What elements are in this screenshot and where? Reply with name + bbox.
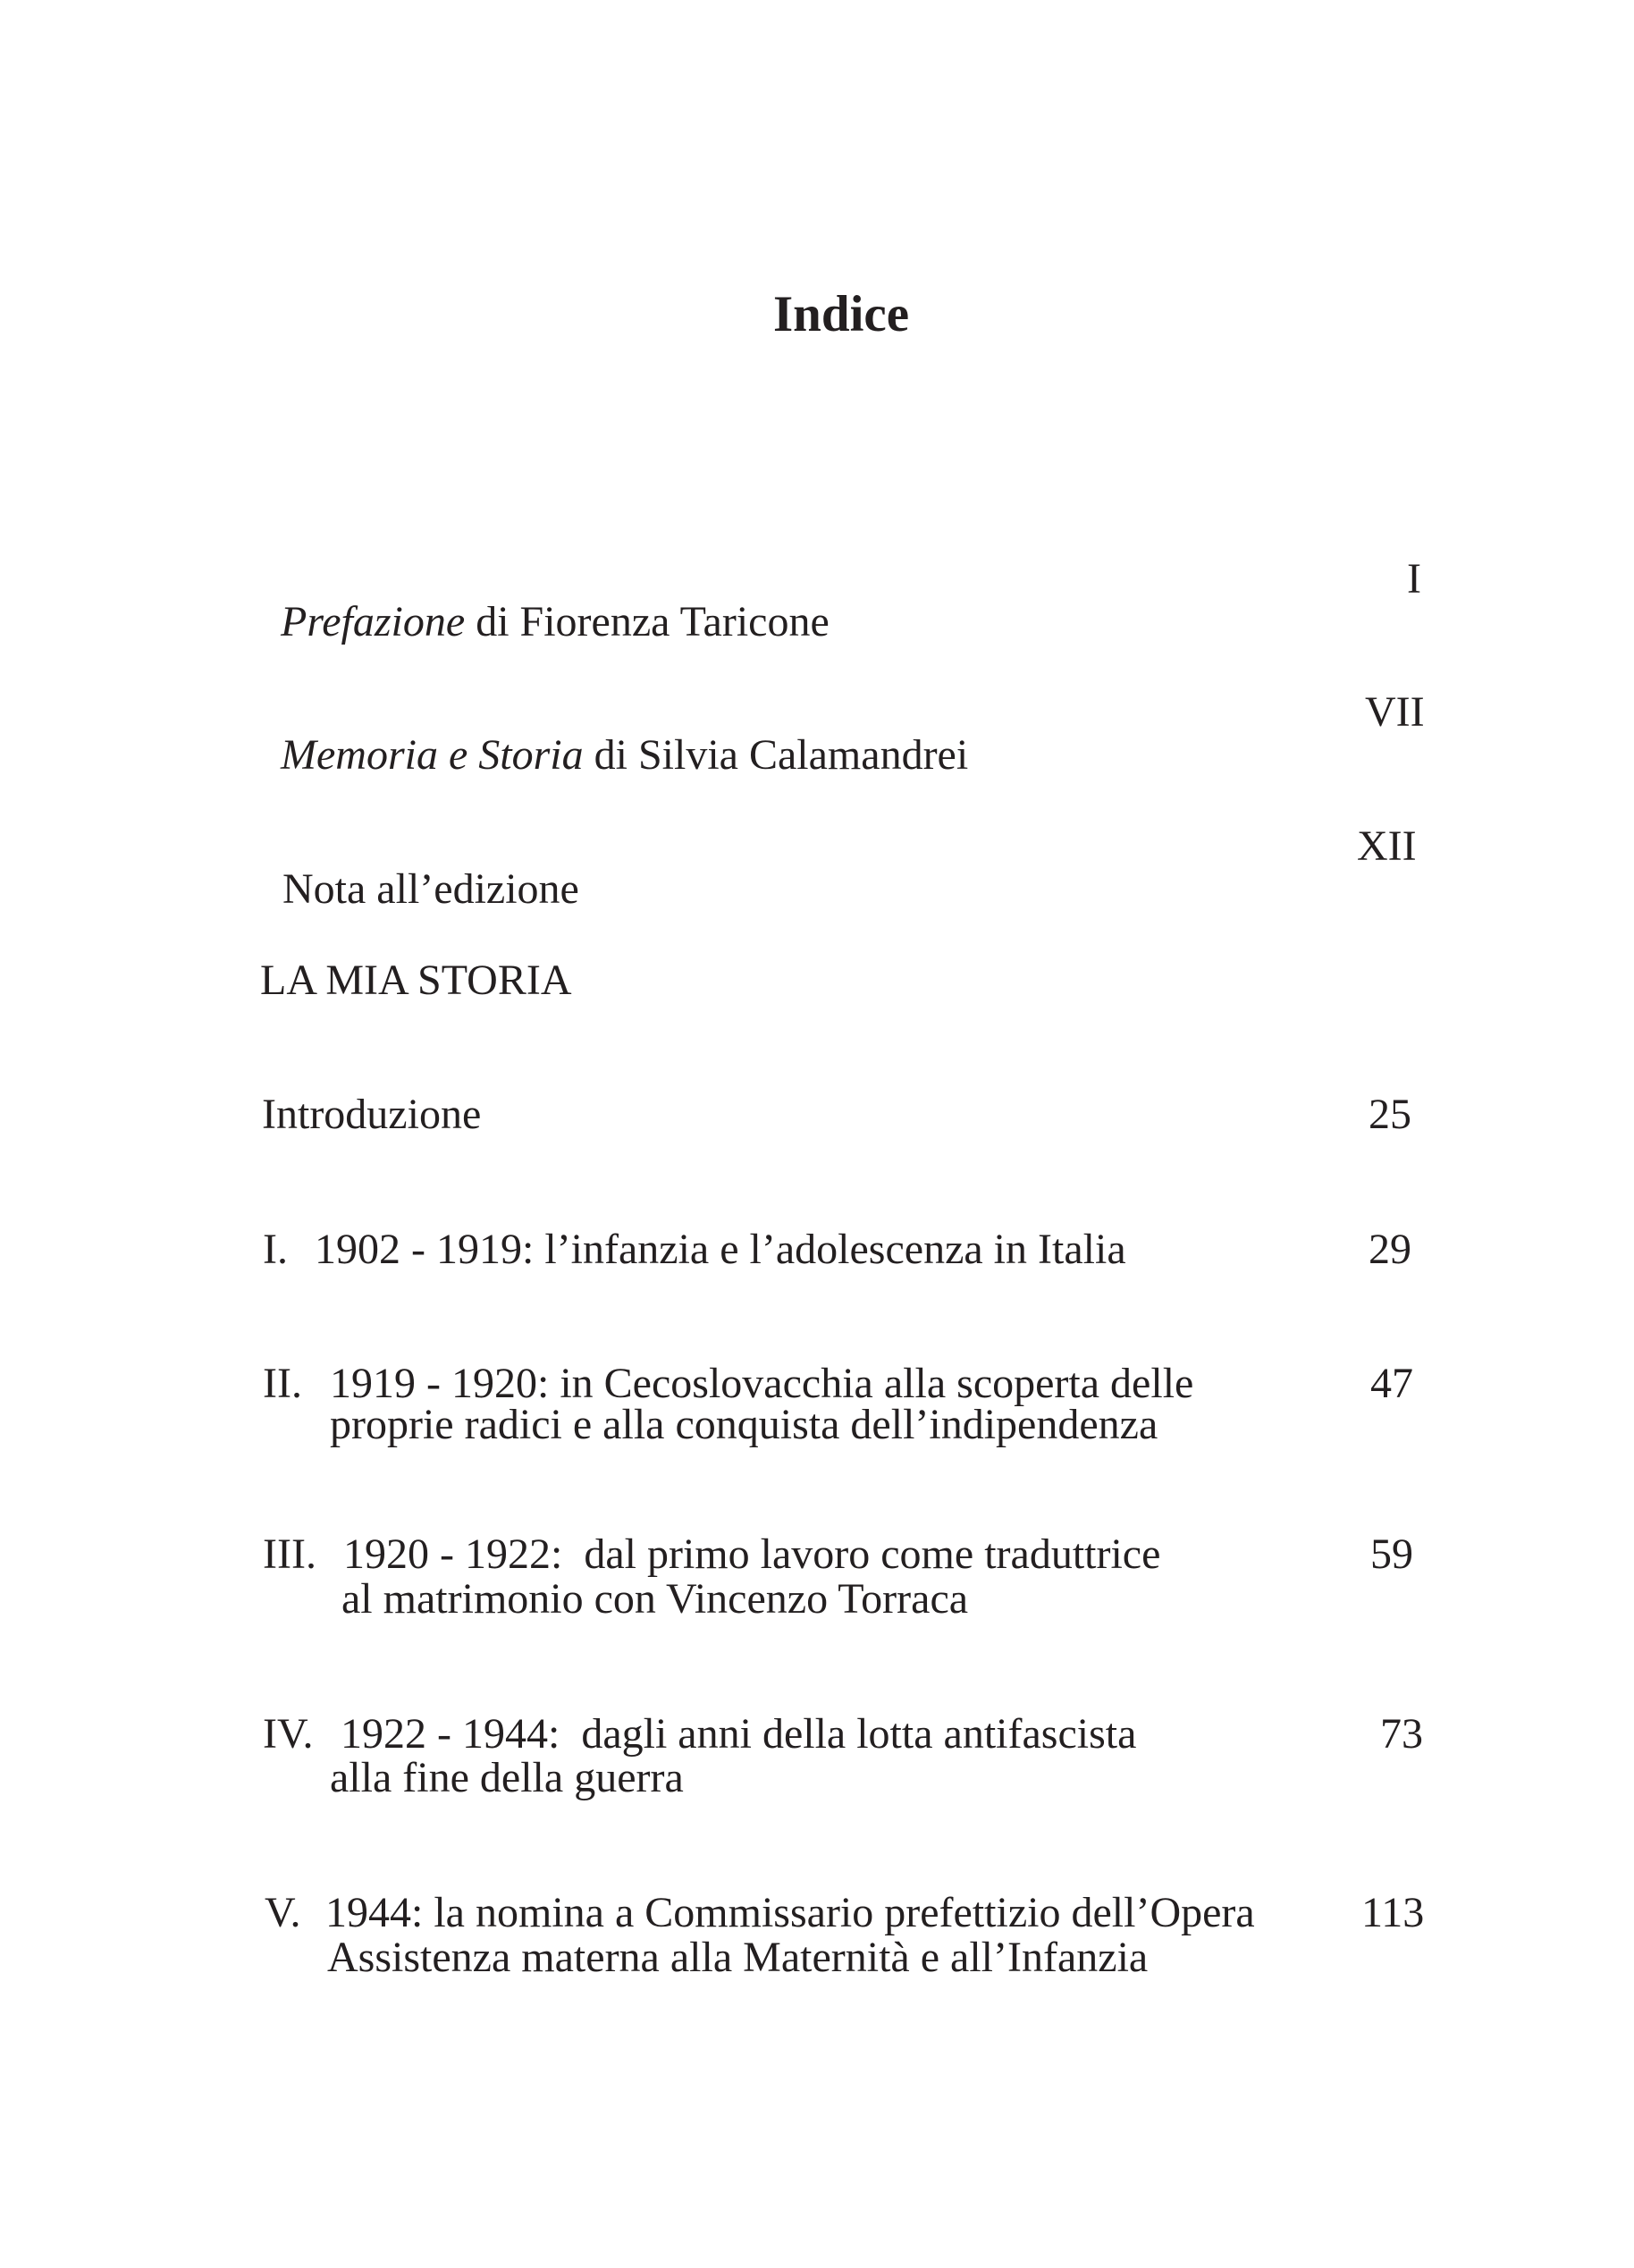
page-number: I	[1407, 555, 1421, 603]
chapter-numeral: IV.	[263, 1710, 314, 1758]
toc-entry-memoria[interactable]	[259, 691, 969, 779]
page-number: 47	[1370, 1360, 1413, 1407]
page-number: VII	[1365, 688, 1425, 736]
page-number: 113	[1361, 1889, 1425, 1936]
toc-entry-prefazione[interactable]	[259, 558, 830, 645]
chapter-title-line1: 1944: la nomina a Commissario prefettizio dell’Opera	[325, 1889, 1255, 1936]
section-heading: LA MIA STORIA	[260, 957, 572, 1004]
page-number: 25	[1369, 1091, 1411, 1138]
page-title: Indice	[773, 286, 910, 343]
chapter-title-line2: proprie radici e alla conquista dell’indipendenza	[330, 1401, 1158, 1448]
chapter-title-line1: 1919 - 1920: in Cecoslovacchia alla scoperta delle	[330, 1360, 1194, 1407]
entry-author: di Silvia Calamandrei	[583, 731, 969, 779]
chapter-numeral: II.	[263, 1360, 302, 1407]
page-number: 73	[1380, 1710, 1423, 1758]
entry-title: Nota all’edizione	[282, 865, 579, 913]
chapter-title-line2: Assistenza materna alla Maternità e all’Infanzia	[327, 1934, 1149, 1981]
page-number: 29	[1369, 1226, 1411, 1273]
chapter-numeral: I.	[263, 1226, 288, 1273]
chapter-title-line2: al matrimonio con Vincenzo Torraca	[341, 1575, 969, 1623]
page-number: 59	[1370, 1530, 1413, 1578]
chapter-title-line1: 1922 - 1944: dagli anni della lotta antifascista	[341, 1710, 1137, 1758]
toc-entry-nota[interactable]	[261, 825, 579, 913]
chapter-numeral: V.	[265, 1889, 301, 1936]
entry-title-italic: Memoria e Storia	[281, 731, 584, 779]
chapter-numeral: III.	[263, 1530, 316, 1578]
chapter-title-line1: 1902 - 1919: l’infanzia e l’adolescenza in Italia	[315, 1226, 1126, 1273]
page-number: XII	[1357, 822, 1417, 870]
toc-entry-introduzione[interactable]: Introduzione	[262, 1091, 482, 1138]
entry-author: di Fiorenza Taricone	[465, 598, 830, 645]
chapter-title-line2: alla fine della guerra	[330, 1754, 684, 1801]
entry-title-italic: Prefazione	[281, 598, 466, 645]
chapter-title-line1: 1920 - 1922: dal primo lavoro come traduttrice	[343, 1530, 1161, 1578]
